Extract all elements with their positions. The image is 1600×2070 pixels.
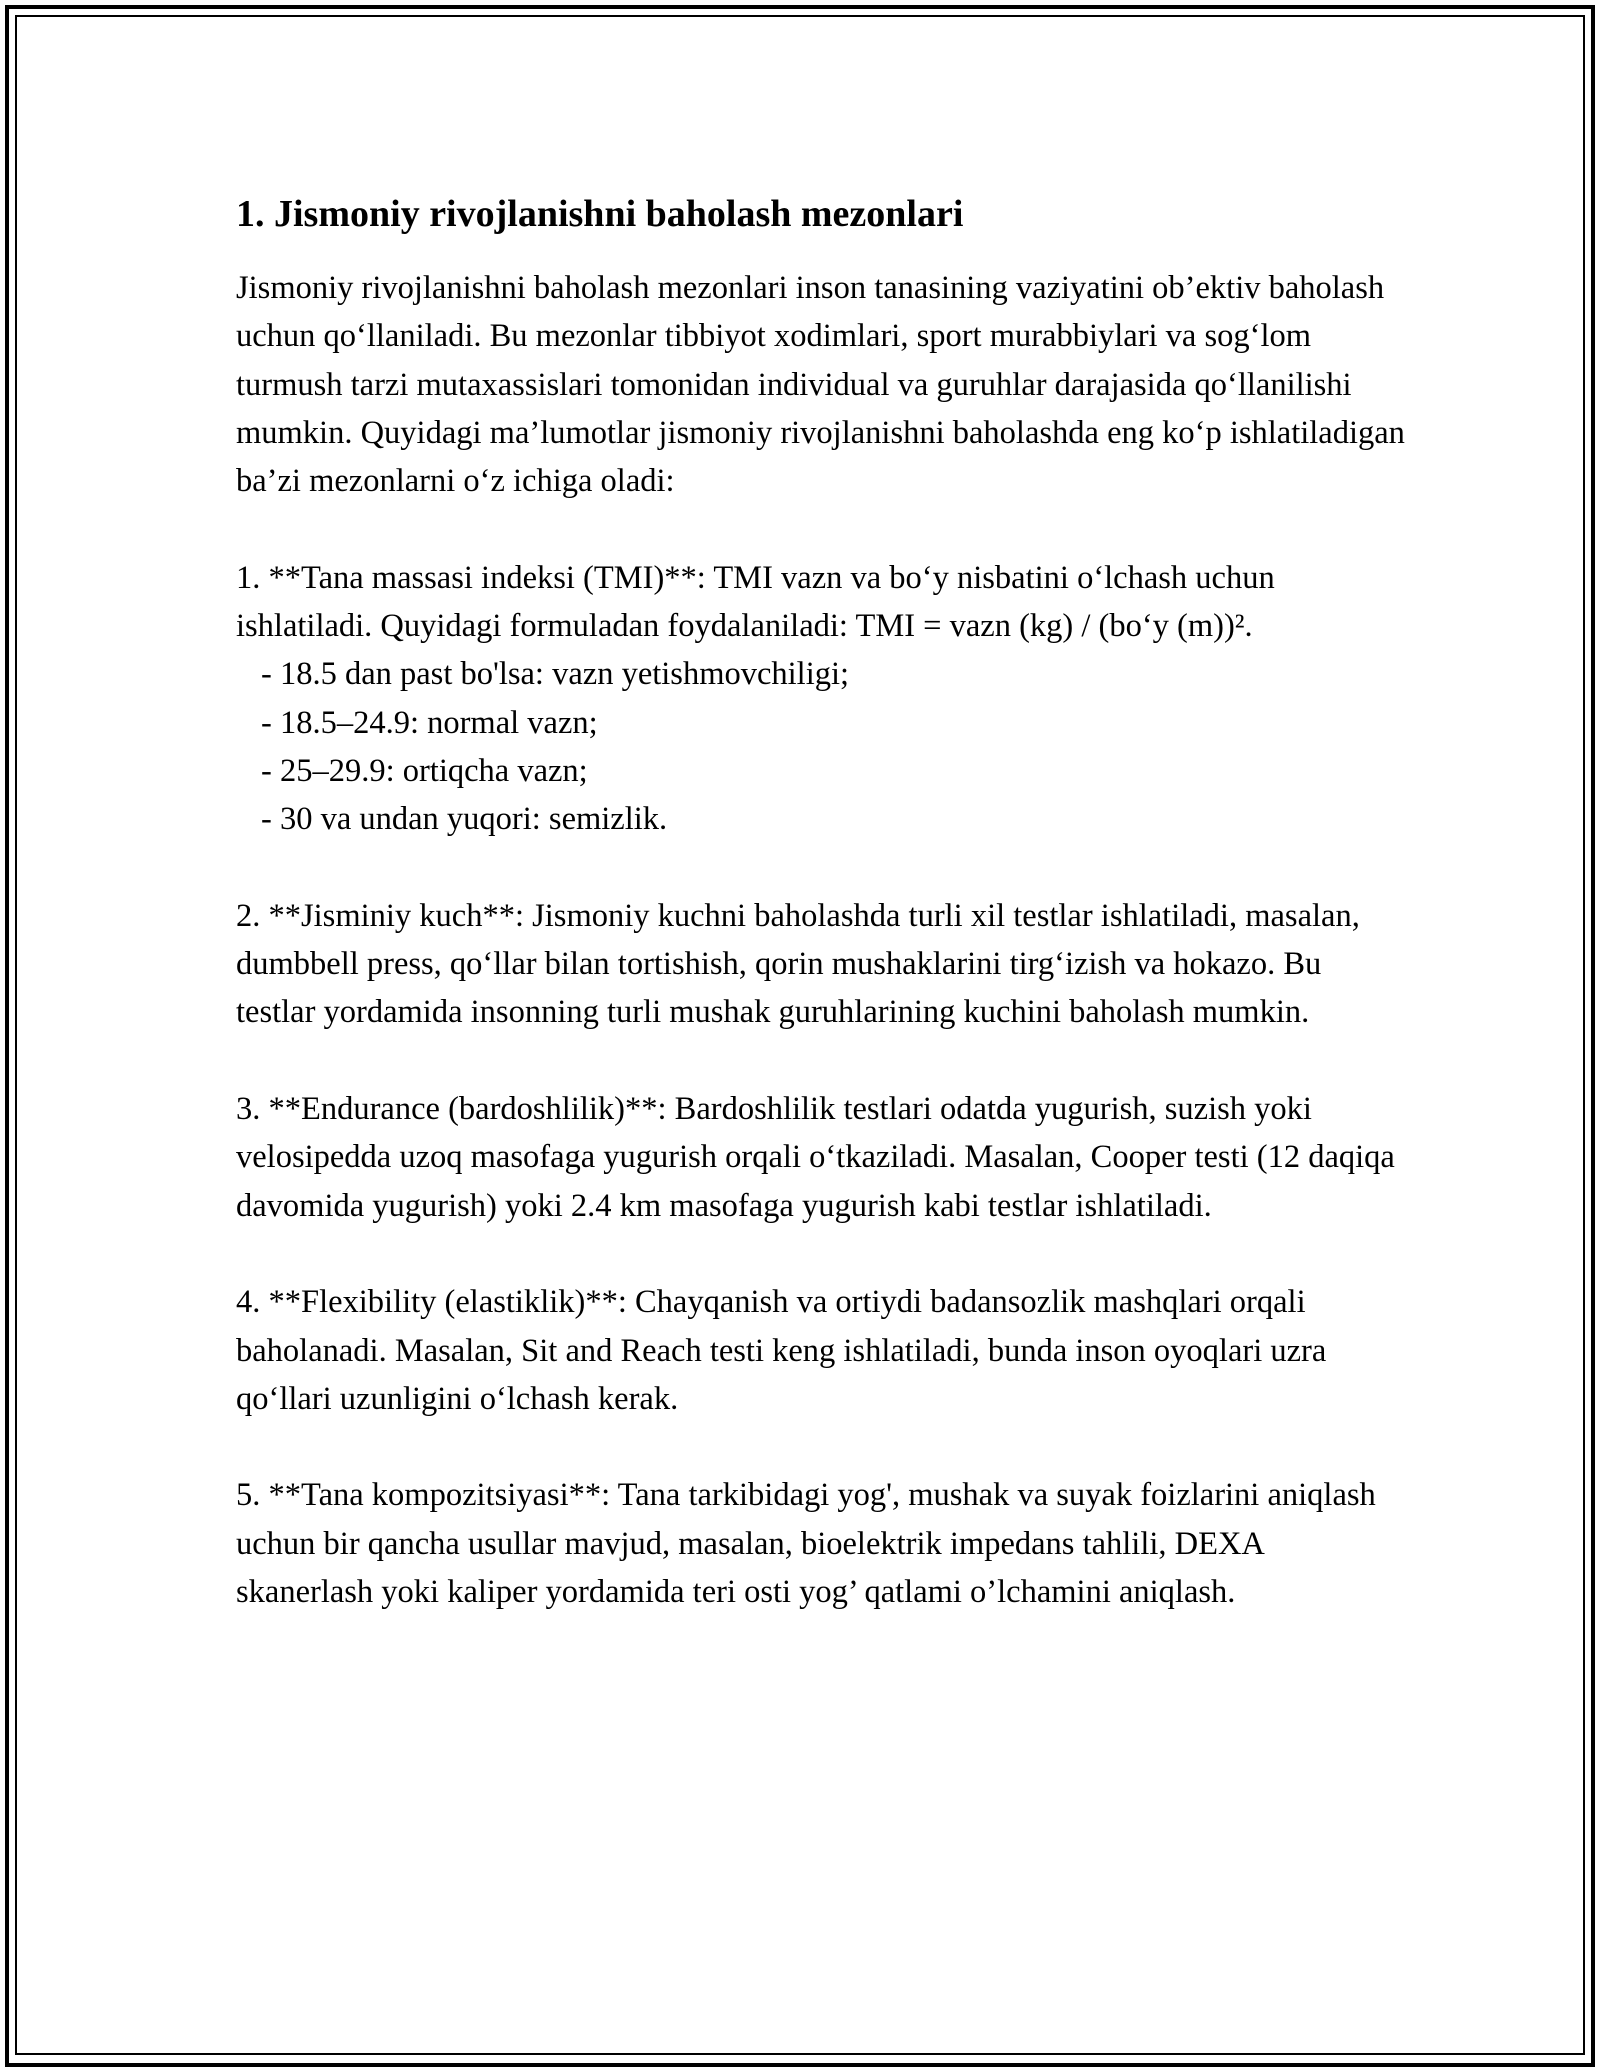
bmi-range-item: - 18.5 dan past bo'lsa: vazn yetishmovchiligi; — [261, 656, 850, 693]
bmi-range-item: - 18.5–24.9: normal vazn; — [261, 704, 598, 741]
bmi-range-list — [236, 650, 1406, 843]
criterion-endurance-paragraph: 3. **Endurance (bardoshlilik)**: Bardoshlilik testlari odatda yugurish, suzish yoki velosipedda uzoq masofaga yugurish orqali o‘tkaziladi. Masalan, Cooper testi (12 daqiqa davomida yugurish) yoki 2.4 km masofaga yugurish kabi testlar ishlatiladi. — [236, 1091, 1395, 1224]
bmi-range-item: - 25–29.9: ortiqcha vazn; — [261, 752, 588, 789]
criterion-flexibility-paragraph: 4. **Flexibility (elastiklik)**: Chayqanish va ortiydi badansozlik mashqlari orqali baholanadi. Masalan, Sit and Reach testi keng ishlatiladi, bunda inson oyoqlari uzra qo‘llari uzunligini o‘lchash kerak. — [236, 1284, 1327, 1417]
criterion-strength-paragraph: 2. **Jisminiy kuch**: Jismoniy kuchni baholashda turli xil testlar ishlatiladi, masalan, dumbbell press, qo‘llar bilan tortishish, qorin mushaklarini tirg‘izish va hokazo. Bu testlar yordamida insonning turli mushak guruhlarining kuchini baholash mumkin. — [236, 897, 1360, 1031]
bmi-range-item: - 30 va undan yuqori: semizlik. — [261, 801, 668, 838]
criterion-body-composition-paragraph: 5. **Tana kompozitsiyasi**: Tana tarkibidagi yog', mushak va suyak foizlarini aniqlash uchun bir qancha usullar mavjud, masalan, bioelektrik impedans tahlili, DEXA skanerlash yoki kaliper yordamida teri osti yog’ qatlami o’lchamini aniqlash. — [236, 1477, 1376, 1611]
section-heading: 1. Jismoniy rivojlanishni baholash mezonlari — [236, 193, 964, 235]
criterion-bmi-paragraph: 1. **Tana massasi indeksi (TMI)**: TMI vazn va bo‘y nisbatini o‘lchash uchun ishlatiladi. Quyidagi formuladan foydalaniladi: TMI = vazn (kg) / (bo‘y (m))². — [236, 559, 1275, 645]
document-body — [236, 188, 1406, 1616]
intro-paragraph: Jismoniy rivojlanishni baholash mezonlari inson tanasining vaziyatini ob’ektiv baholash uchun qo‘llaniladi. Bu mezonlar tibbiyot xodimlari, sport murabbiylari va sog‘lom turmush tarzi mutaxassislari tomonidan individual va guruhlar darajasida qo‘llanilishi mumkin. Quyidagi ma’lumotlar jismoniy rivojlanishni baholashda eng ko‘p ishlatiladigan ba’zi mezonlarni o‘z ichiga oladi: — [236, 270, 1405, 500]
